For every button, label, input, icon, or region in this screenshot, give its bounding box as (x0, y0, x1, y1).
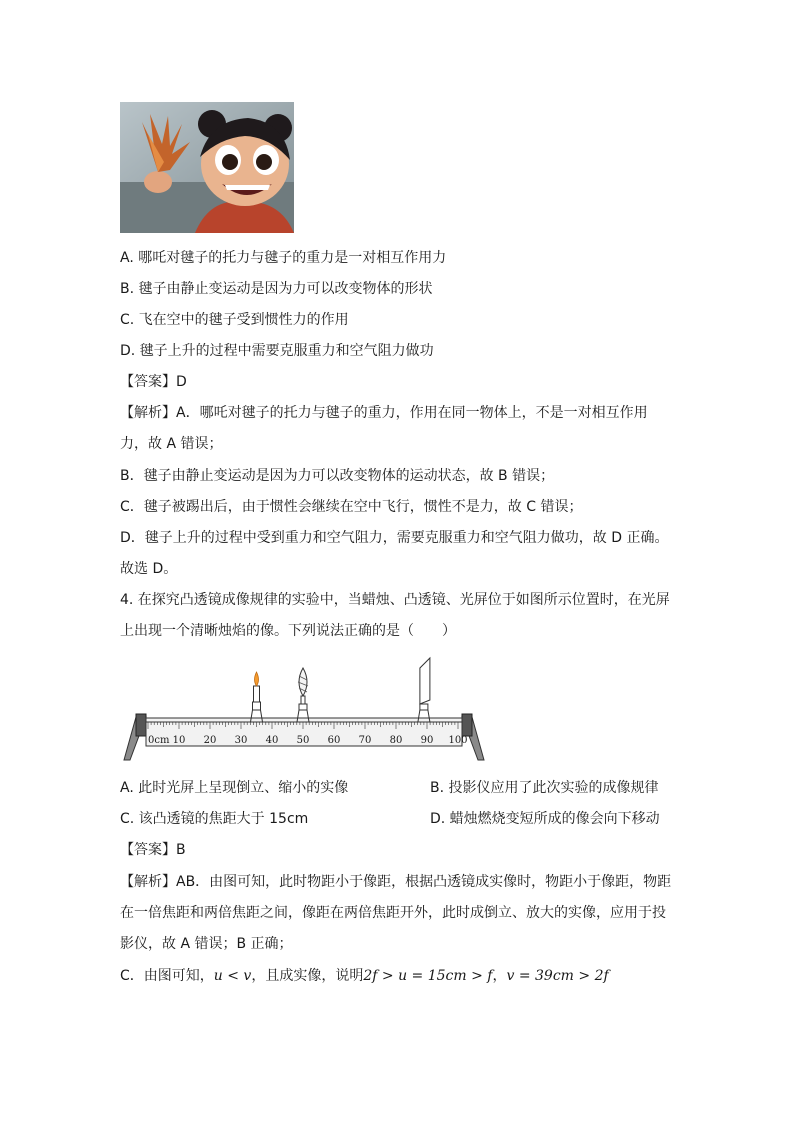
ruler-label: 90 (420, 735, 434, 746)
ruler-label: 60 (327, 735, 341, 746)
q3-option-b: B. 毽子由静止变运动是因为力可以改变物体的形状 (120, 281, 433, 297)
optical-bench-diagram (118, 652, 490, 764)
math-u-less-than-v: u < v (213, 968, 252, 984)
candle (251, 672, 263, 722)
ruler-label: 0cm (148, 735, 170, 746)
ruler-label: 40 (265, 735, 279, 746)
ruler-label: 10 (172, 735, 186, 746)
q4-option-c: C. 该凸透镜的焦距大于 15cm (120, 811, 309, 827)
math-image-distance: v = 39cm > 2f (506, 968, 609, 984)
q4-analysis-line3: 影仪，故 A 错误；B 正确； (120, 936, 293, 952)
analysis-text: ，且成实像，说明 (251, 968, 364, 984)
q4-analysis-line2: 在一倍焦距和两倍焦距之间，像距在两倍焦距开外，此时成倒立、放大的实像，应用于投 (120, 905, 666, 921)
q4-stem-line2: 上出现一个清晰烛焰的像。下列说法正确的是（ ） (120, 623, 456, 639)
ruler-label: 30 (234, 735, 248, 746)
convex-lens (297, 668, 309, 722)
q3-analysis-line1: 【解析】A．哪吒对毽子的托力与毽子的重力，作用在同一物体上，不是一对相互作用 (120, 405, 648, 421)
q3-analysis-line5: D．毽子上升的过程中受到重力和空气阻力，需要克服重力和空气阻力做功，故 D 正确。 (120, 530, 669, 546)
q4-analysis-line1: 【解析】AB．由图可知，此时物距小于像距，根据凸透镜成实像时，物距小于像距，物距 (120, 874, 672, 890)
math-focal-inequality: 2f > u = 15cm > f (363, 968, 493, 984)
q4-answer: 【答案】B (120, 842, 186, 858)
analysis-text: C．由图可知， (120, 968, 214, 984)
q4-option-b: B. 投影仪应用了此次实验的成像规律 (430, 780, 659, 796)
candle-flame (255, 672, 259, 686)
q3-analysis-line6: 故选 D。 (120, 561, 178, 577)
ruler-label: 100 (448, 735, 468, 746)
analysis-text: ， (492, 968, 507, 984)
q3-analysis-line4: C．毽子被踢出后，由于惯性会继续在空中飞行，惯性不是力，故 C 错误； (120, 499, 583, 515)
left-end-block (136, 714, 146, 736)
q4-option-d: D. 蜡烛燃烧变短所成的像会向下移动 (430, 811, 660, 827)
q3-analysis-line2: 力，故 A 错误； (120, 436, 223, 452)
q4-stem-line1: 4. 在探究凸透镜成像规律的实验中，当蜡烛、凸透镜、光屏位于如图所示位置时，在光屏 (120, 592, 670, 608)
right-end-block (462, 714, 472, 736)
q3-option-a: A. 哪吒对毽子的托力与毽子的重力是一对相互作用力 (120, 250, 447, 266)
nezha-shuttlecock-photo (120, 102, 294, 233)
ruler-label: 50 (296, 735, 310, 746)
q3-analysis-line3: B．毽子由静止变运动是因为力可以改变物体的运动状态，故 B 错误； (120, 468, 555, 484)
q4-analysis-line4 (120, 966, 609, 986)
ruler-label: 80 (389, 735, 403, 746)
q4-option-a: A. 此时光屏上呈现倒立、缩小的实像 (120, 780, 349, 796)
q3-option-d: D. 毽子上升的过程中需要克服重力和空气阻力做功 (120, 343, 434, 359)
ruler-label: 20 (203, 735, 217, 746)
ruler-label: 70 (358, 735, 372, 746)
light-screen (418, 658, 430, 722)
q3-answer: 【答案】D (120, 374, 187, 390)
q3-option-c: C. 飞在空中的毽子受到惯性力的作用 (120, 312, 349, 328)
